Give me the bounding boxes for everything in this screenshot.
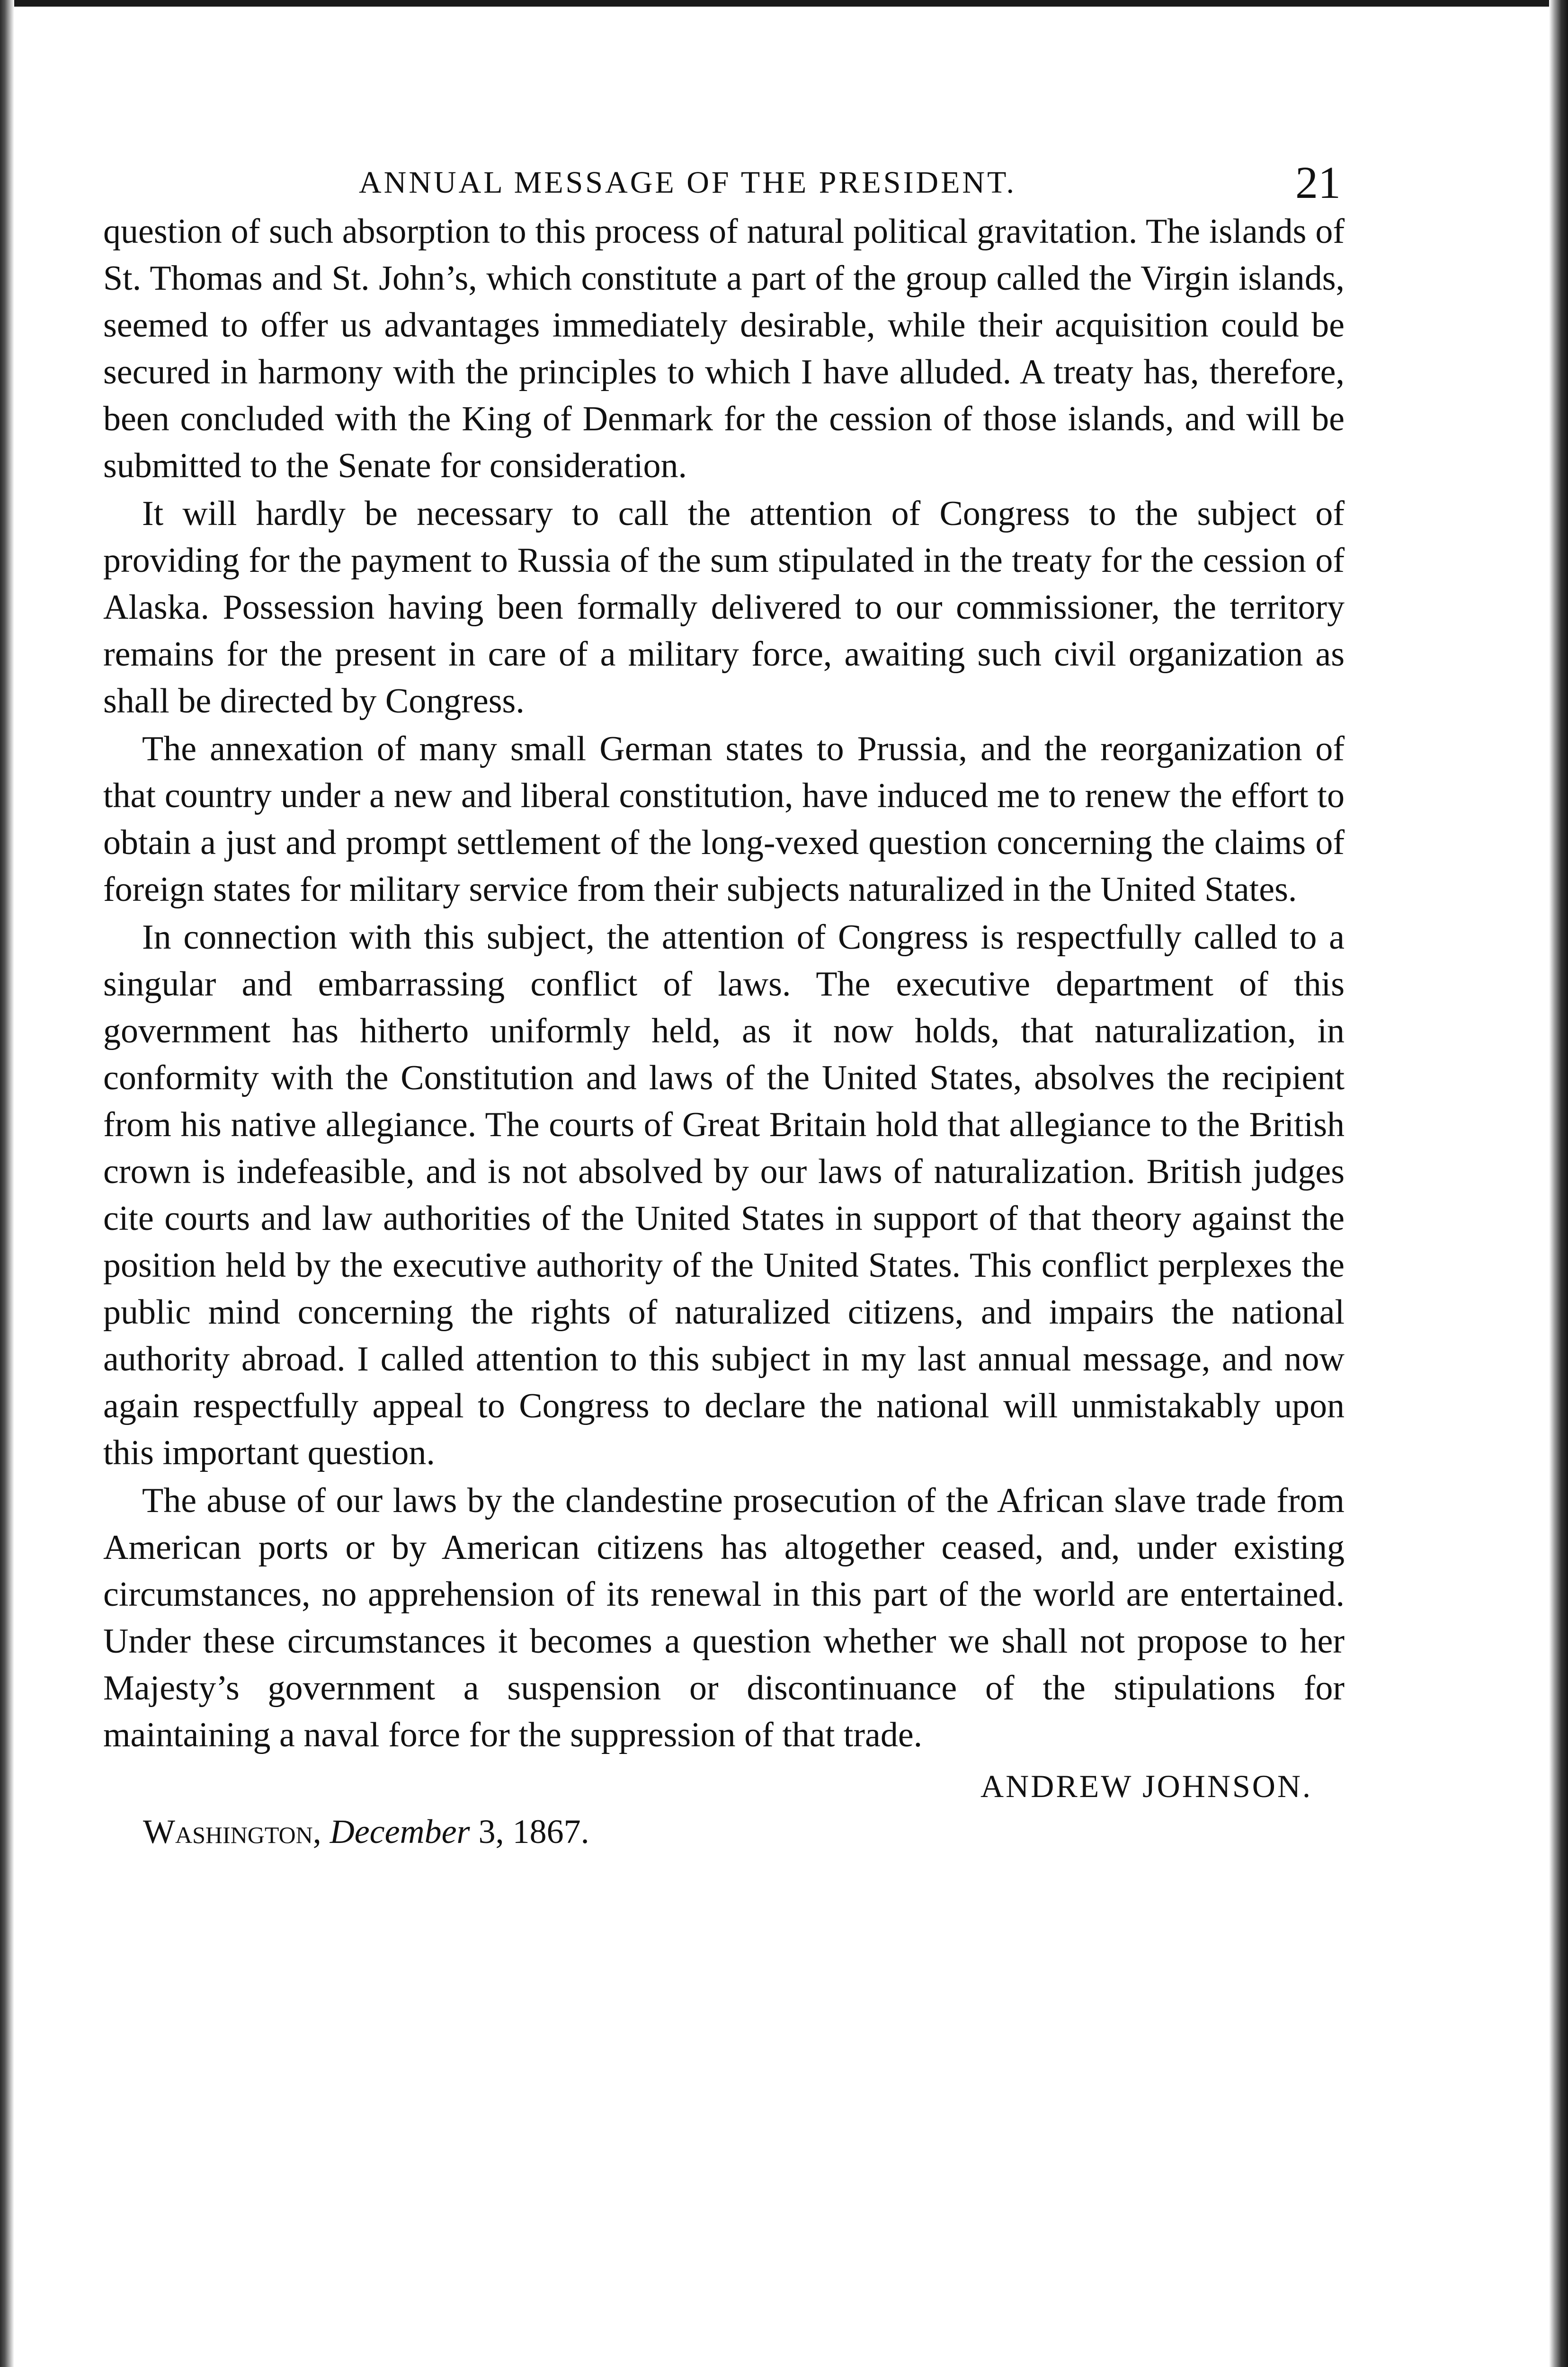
paragraph-continuation: question of such absorption to this process of natural political gravitation. The islands of St. Thomas and St. John’s, which constitute a part of the group called the Virgin islands, seemed to offer us advantages immediately desirable, while their acquisition could be secured in harmony with the principles to which I have alluded. A treaty has, therefore, been concluded with the King of Denmark for the cession of those islands, and will be submitted to the Senate for consideration.	[103, 212, 1345, 485]
scan-border-right	[1549, 0, 1568, 2367]
scan-border-left	[0, 0, 14, 2367]
running-head: ANNUAL MESSAGE OF THE PRESIDENT.	[359, 165, 1016, 200]
body-text	[103, 208, 1345, 1759]
dateline-day-year: 3, 1867.	[478, 1813, 589, 1851]
paragraph-naturalization: In connection with this subject, the attention of Congress is respectfully called to a singular and embarrassing conflict of laws. The executive department of this government has hitherto uniformly held, as it now holds, that naturalization, in conformity with the Constitution and laws of the United States, absolves the recipient from his native allegiance. The courts of Great Britain hold that allegiance to the British crown is indefeasible, and is not absolved by our laws of naturalization. British judges cite courts and law authorities of the United States in support of that theory against the position held by the executive authority of the United States. This conflict perplexes the public mind concerning the rights of naturalized citizens, and impairs the national authority abroad. I called attention to this subject in my last annual message, and now again respectfully appeal to Congress to declare the national will unmistakably upon this important question.	[103, 918, 1345, 1472]
dateline-month: December	[330, 1813, 470, 1851]
page-header	[103, 156, 1345, 208]
signature: ANDREW JOHNSON.	[980, 1768, 1312, 1804]
dateline-place: Washington,	[143, 1813, 321, 1851]
paragraph-prussia: The annexation of many small German states to Prussia, and the reorganization of that country under a new and liberal constitution, have induced me to renew the effort to obtain a just and prompt settlement of the long-vexed question concerning the claims of foreign states for military service from their subjects naturalized in the United States.	[103, 730, 1345, 909]
paragraph-slave-trade: The abuse of our laws by the clandestine prosecution of the African slave trade from American ports or by American citizens has altogether ceased, and, under existing circumstances, no apprehension of its renewal in this part of the world are entertained. Under these circumstances it becomes a question whether we shall not propose to her Majesty’s government a suspension or discontinuance of the stipulations for maintaining a naval force for the suppression of that trade.	[103, 1481, 1345, 1754]
document-page	[103, 156, 1345, 2367]
page-number: 21	[1295, 157, 1341, 208]
dateline	[103, 1809, 1345, 1854]
scan-border-top	[0, 0, 1568, 7]
paragraph-alaska: It will hardly be necessary to call the attention of Congress to the subject of providing for the payment to Russia of the sum stipulated in the treaty for the cession of Alaska. Possession having been formally delivered to our commissioner, the territory remains for the present in care of a military force, awaiting such civil organization as shall be directed by Congress.	[103, 494, 1345, 721]
